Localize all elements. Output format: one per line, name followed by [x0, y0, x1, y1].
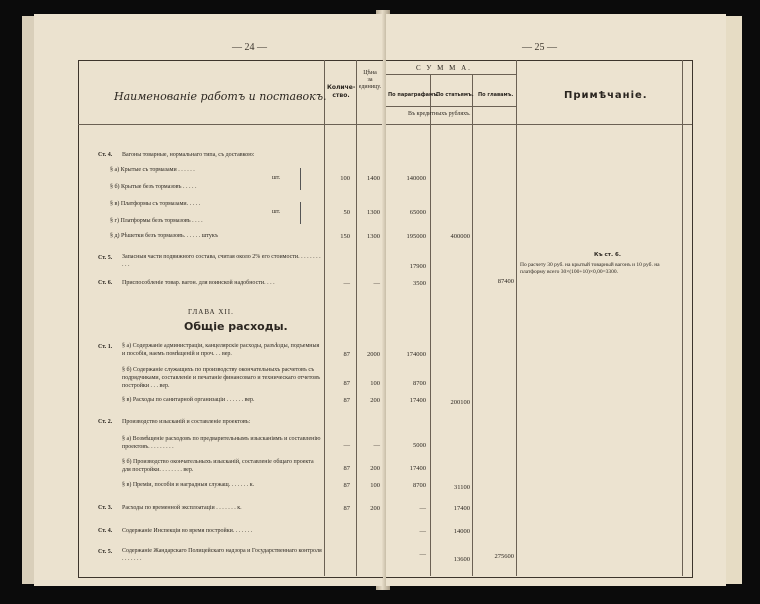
row-num: Ст. 5. [98, 255, 113, 261]
quantity-cell: 87 [343, 505, 350, 512]
row-text: Приспособленіе товар. вагон. для воинской надобности. . . . [122, 280, 275, 286]
currency-note: Въ кредитныхъ рубляхъ. [408, 111, 471, 117]
row-num: Ст. 4. [98, 152, 113, 158]
brace [296, 202, 301, 224]
quantity-cell: 100 [340, 175, 350, 182]
paragraph-value: — [419, 505, 426, 512]
paragraph-value: 17400 [409, 465, 426, 472]
row-text: § в) Расходы по санитарной организаціи . . . . . . вер. [122, 397, 255, 403]
paragraph-value: 17400 [409, 397, 426, 404]
paragraph-value: 65000 [409, 209, 426, 216]
col-divider-paragraph [430, 74, 431, 576]
left-page [34, 14, 382, 586]
price-cell: 100 [370, 482, 380, 489]
col-divider-remarks [682, 60, 683, 576]
column-header-title: Наименованіе работъ и поставокъ. [114, 90, 327, 103]
quantity-cell: 87 [343, 380, 350, 387]
dash-cell: — [373, 280, 380, 287]
chapter-title: Общіе расходы. [184, 320, 288, 333]
col-divider-chapter [516, 60, 517, 576]
chapter-value: 87400 [497, 278, 514, 285]
paragraph-value: 5000 [413, 442, 426, 449]
remark-title: Къ ст. 6. [594, 252, 621, 258]
remark-text: По расчету 30 руб. на крытый товарный вагонъ и 10 руб. на платформу всего 30×(100+10)×0,00=3300. [520, 262, 660, 276]
row-text: § б) Производство окончательныхъ изысканій, составленіе общаго проекта для постройки. . . . . . . . вер. [122, 459, 314, 474]
column-header-quantity: Количе- ство. [327, 84, 356, 99]
row-num: Ст. 3. [98, 505, 113, 511]
price-cell: 2000 [367, 351, 380, 358]
article-value: 14000 [453, 528, 470, 535]
column-header-price: Цѣна за единицу. [358, 70, 382, 91]
row-num: Ст. 5. [98, 549, 113, 555]
price-cell: 200 [370, 397, 380, 404]
col-divider-qty [324, 60, 325, 576]
price-cell: 1400 [367, 175, 380, 182]
price-cell: 200 [370, 505, 380, 512]
dash-cell: — [373, 442, 380, 449]
row-text: § г) Платформы безъ тормазовъ . . . . [110, 218, 203, 224]
article-value: 200100 [450, 399, 470, 406]
quantity-cell: 150 [340, 233, 350, 240]
row-num: Ст. 1. [98, 344, 113, 350]
brace [296, 168, 301, 190]
article-value: 13600 [453, 556, 470, 563]
quantity-cell: 87 [343, 351, 350, 358]
price-cell: 1300 [367, 209, 380, 216]
row-num: Ст. 6. [98, 280, 113, 286]
dash-cell: — [343, 442, 350, 449]
header-divider [78, 124, 382, 125]
paragraph-value: 8700 [413, 380, 426, 387]
row-text: Содержаніе Инспекціи во время постройки. . . . . . . [122, 528, 253, 534]
row-text: § а) Возмѣщеніе расходовъ по предварительнымъ изысканіямъ и составленію проектовъ. . . . . . . . . [122, 436, 321, 451]
paragraph-value: 3500 [413, 280, 426, 287]
subheader-paragraph: По параграфамъ. [388, 92, 439, 98]
subheader-article: По статьямъ. [436, 92, 474, 98]
row-text: § в) Преміи, пособія и наградныя служащ. . . . . . . к. [122, 482, 255, 488]
quantity-cell: 87 [343, 482, 350, 489]
summa-header: С У М М А. [416, 64, 472, 72]
col-divider-article [472, 74, 473, 576]
row-text: § в) Платформы съ тормазами. . . . . [110, 201, 201, 207]
row-text: § д) Рѣшетки безъ тормазовъ. . . . . . штукъ [110, 233, 218, 239]
unit-label: шт. [272, 175, 281, 181]
price-cell: 200 [370, 465, 380, 472]
chapter-heading: ГЛАВА XII. [188, 308, 234, 316]
quantity-cell: 87 [343, 397, 350, 404]
quantity-cell: 87 [343, 465, 350, 472]
paragraph-value: 174000 [406, 351, 426, 358]
paragraph-value: — [419, 551, 426, 558]
summa-divider [386, 74, 516, 75]
subheader-chapter: По главамъ. [478, 92, 514, 98]
article-value: 400000 [450, 233, 470, 240]
dash-cell: — [343, 280, 350, 287]
paragraph-value: 195000 [406, 233, 426, 240]
subcol-divider [386, 106, 516, 107]
row-text: Вагоны товарные, нормальнаго типа, съ доставкою: [122, 152, 255, 158]
row-text: Производство изысканій и составленіе проектовъ: [122, 419, 251, 425]
row-text: Содержаніе Жандарскаго Полицейскаго надзора и Государственнаго контроля . . . . . . . [122, 548, 322, 563]
paragraph-value: 17900 [409, 263, 426, 270]
right-table-frame [386, 60, 693, 578]
unit-label: шт. [272, 209, 281, 215]
row-num: Ст. 2. [98, 419, 113, 425]
row-text: § а) Содержаніе администраціи, канцелярскіе расходы, разъѣзды, подъемныя и пособія, наемъ помѣщеній и проч. . . вер. [122, 343, 320, 358]
paragraph-value: 8700 [413, 482, 426, 489]
row-text: § б) Содержаніе служащихъ по производству окончательныхъ расчетовъ съ подрядчиками, составленіе и печатаніе финансоваго и техническаго отчетовъ постройки . . . вер. [122, 367, 321, 390]
chapter-value: 275600 [494, 553, 514, 560]
right-page-edges [724, 16, 742, 584]
quantity-cell: 50 [343, 209, 350, 216]
price-cell: 1300 [367, 233, 380, 240]
paragraph-value: — [419, 528, 426, 535]
row-text: Расходы по временной эксплоатаціи . . . . . . . к. [122, 505, 242, 511]
paragraph-value: 140000 [406, 175, 426, 182]
page-number-right: — 25 — [522, 42, 557, 53]
row-text: § а) Крытые съ тормазами . . . . . . [110, 167, 195, 173]
col-divider-price [356, 60, 357, 576]
right-page [386, 14, 726, 586]
row-text: Запасныя части подвижного состава, считая около 2% его стоимости. . . . . . . . . . . [122, 254, 321, 269]
row-text: § б) Крытые безъ тормазовъ . . . . . [110, 184, 197, 190]
column-header-remarks: Примѣчаніе. [564, 90, 648, 101]
row-num: Ст. 4. [98, 528, 113, 534]
header-divider [386, 124, 692, 125]
page-number-left: — 24 — [232, 42, 267, 53]
article-value: 31100 [453, 484, 470, 491]
article-value: 17400 [453, 505, 470, 512]
left-table-frame [78, 60, 383, 578]
price-cell: 100 [370, 380, 380, 387]
